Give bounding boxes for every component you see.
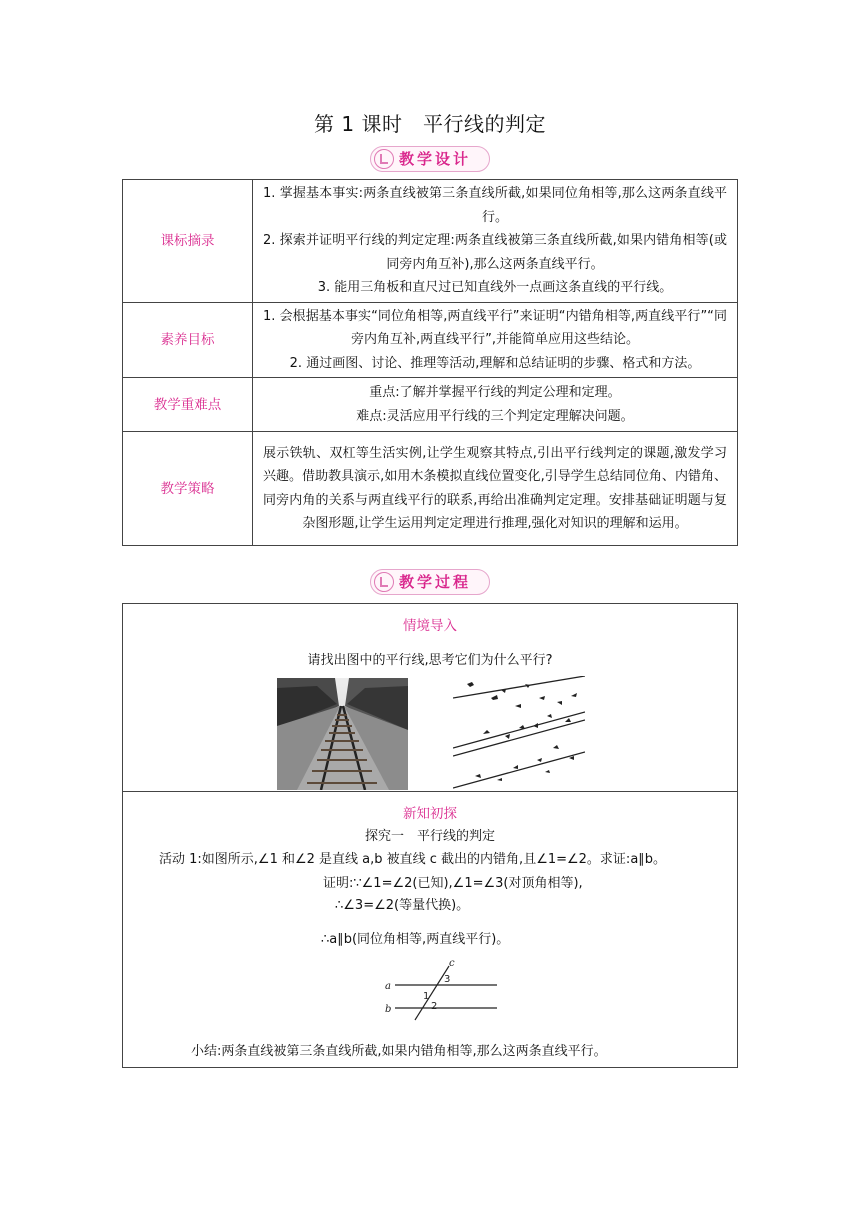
table-row [123,432,738,546]
intro-question: 请找出图中的平行线,思考它们为什么平行? [307,653,553,668]
teaching-design-banner [370,146,490,172]
section-heading-new: 新知初探 [403,806,457,822]
summary: 小结:两条直线被第三条直线所截,如果内错角相等,那么这两条直线平行。 [191,1044,607,1059]
proof-line-1: 证明:∵∠1=∠2(已知),∠1=∠3(对顶角相等), [323,876,583,891]
row-content [253,378,738,432]
teaching-process-box [122,603,738,1068]
parallel-lines-diagram [381,954,501,1024]
hand-icon [374,149,394,169]
angle-1-label: 1 [423,991,430,1002]
proof-line-3: ∴a∥b(同位角相等,两直线平行)。 [321,932,510,947]
page-title: 第 1 课时 平行线的判定 [314,112,546,136]
content-line: 重点:了解并掌握平行线的判定公理和定理。 [369,385,621,400]
content-line: 1. 掌握基本事实:两条直线被第三条直线所截,如果同位角相等,那么这两条直线平行。 [263,186,727,225]
teaching-process-banner [370,569,490,595]
content-line: 展示铁轨、双杠等生活实例,让学生观察其特点,引出平行线判定的课题,激发学习兴趣。借助教具演示,如用木条模拟直线位置变化,引导学生总结同位角、内错角、同旁内角的关系与两直线平行的联系,再给出准确判定定理。安排基础证明题与复杂图形题,让学生运用判定定理进行推理,强化对知识的理解和运用。 [263,445,727,531]
row-content [253,432,738,546]
section-divider [123,791,737,792]
row-label: 素养目标 [123,302,253,378]
angle-2-label: 2 [431,1001,438,1012]
content-line: 3. 能用三角板和直尺过已知直线外一点画这条直线的平行线。 [317,280,673,295]
hand-icon [374,572,394,592]
row-label: 课标摘录 [123,180,253,303]
table-row [123,378,738,432]
angle-3-label: 3 [444,974,451,985]
row-label: 教学重难点 [123,378,253,432]
content-line: 2. 探索并证明平行线的判定定理:两条直线被第三条直线所截,如果内错角相等(或同旁内角互补),那么这两条直线平行。 [263,233,727,272]
table-row [123,180,738,303]
row-label: 教学策略 [123,432,253,546]
teaching-design-table [122,179,738,546]
banner-label: 教学设计 [399,150,472,168]
row-content [253,302,738,378]
table-row [123,302,738,378]
explore-title: 探究一 平行线的判定 [364,829,495,844]
railway-photo [277,678,408,790]
activity-statement: 活动 1:如图所示,∠1 和∠2 是直线 a,b 被直线 c 截出的内错角,且∠1=∠2。求证:a∥b。 [159,852,667,867]
content-line: 1. 会根据基本事实“同位角相等,两直线平行”来证明“内错角相等,两直线平行”“同旁内角互补,两直线平行”,并能简单应用这些结论。 [263,308,727,347]
proof-line-2: ∴∠3=∠2(等量代换)。 [335,898,470,913]
birds-on-wires-picture [453,676,585,790]
content-line: 2. 通过画图、讨论、推理等活动,理解和总结证明的步骤、格式和方法。 [289,355,701,371]
content-line: 难点:灵活应用平行线的三个判定定理解决问题。 [356,408,634,424]
section-heading-intro: 情境导入 [403,618,457,634]
label-c: c [449,958,455,969]
row-content [253,180,738,303]
label-a: a [385,981,391,992]
label-b: b [385,1004,392,1015]
banner-label: 教学过程 [399,573,472,591]
